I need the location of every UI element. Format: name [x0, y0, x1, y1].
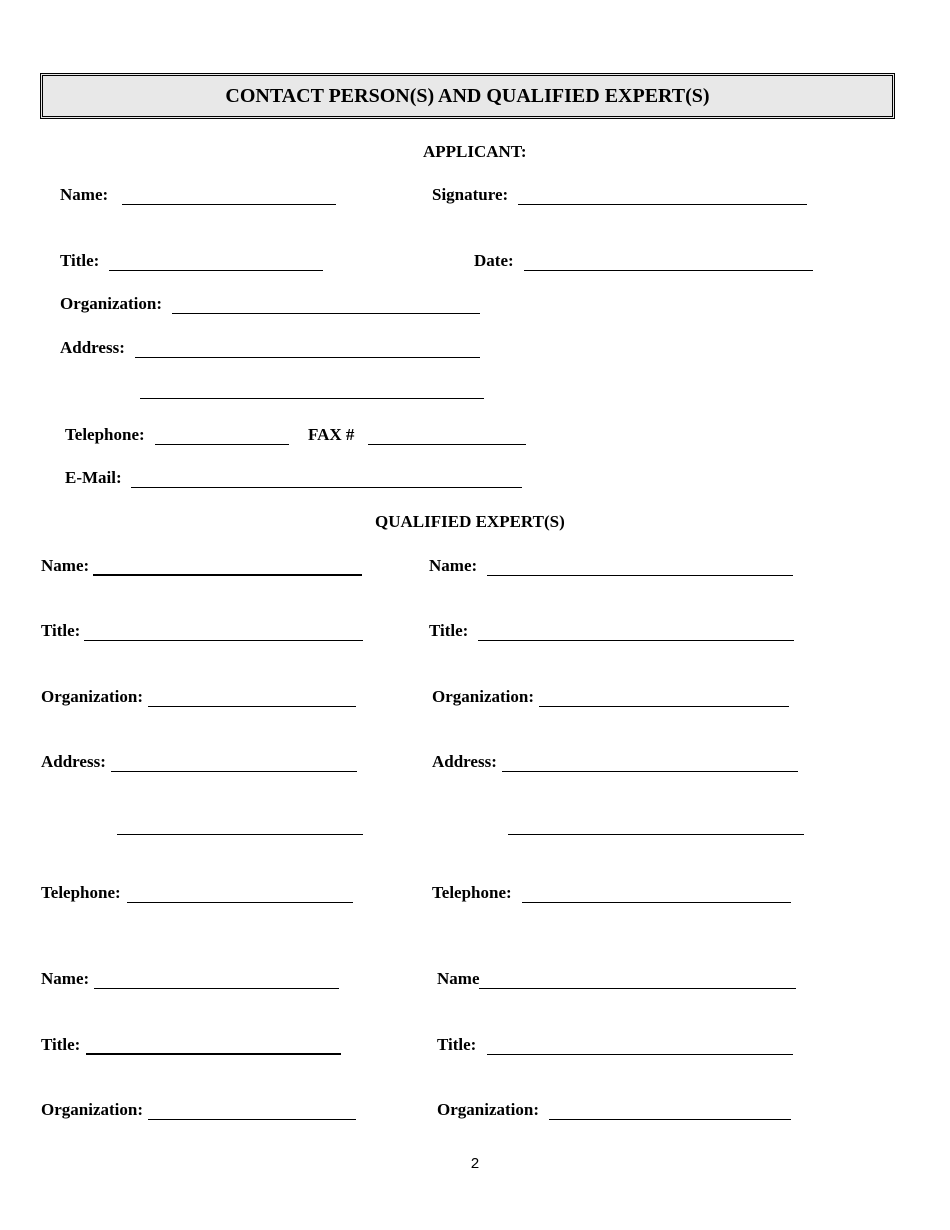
expert3-title-label: Title: [41, 1035, 81, 1054]
applicant-heading: APPLICANT: [423, 142, 527, 161]
expert4-organization-input[interactable] [549, 1101, 791, 1120]
expert1-title-input[interactable] [84, 622, 363, 641]
applicant-title-field [60, 251, 323, 271]
expert4-organization-field [437, 1100, 791, 1120]
applicant-organization-field [60, 294, 480, 314]
expert1-name-field [41, 556, 362, 576]
form-title: CONTACT PERSON(S) AND QUALIFIED EXPERT(S) [225, 84, 710, 107]
applicant-telephone-label: Telephone: [65, 425, 145, 444]
page-number: 2 [470, 1156, 480, 1173]
applicant-date-field [474, 251, 813, 271]
expert1-telephone-label: Telephone: [41, 883, 121, 902]
expert1-telephone-input[interactable] [127, 884, 353, 903]
expert1-name-input[interactable] [93, 556, 362, 576]
expert4-title-label: Title: [437, 1035, 477, 1054]
applicant-email-field [65, 468, 522, 488]
expert2-name-field [429, 556, 793, 576]
expert1-title-field [41, 621, 363, 641]
expert1-address-line2-input[interactable] [117, 833, 363, 835]
expert3-organization-field [41, 1100, 356, 1120]
applicant-fax-field [308, 425, 526, 445]
expert3-name-input[interactable] [94, 970, 339, 989]
expert2-address-label: Address: [432, 752, 497, 771]
expert2-organization-field [432, 687, 789, 707]
expert3-title-field [41, 1035, 341, 1055]
expert3-name-label: Name: [41, 969, 90, 988]
expert2-name-input[interactable] [487, 557, 793, 576]
applicant-address-field [60, 338, 480, 358]
form-header [40, 73, 895, 119]
expert1-title-label: Title: [41, 621, 81, 640]
applicant-email-input[interactable] [131, 469, 522, 488]
expert1-address-label: Address: [41, 752, 106, 771]
expert2-organization-input[interactable] [539, 688, 789, 707]
expert4-name-input[interactable] [479, 970, 796, 989]
applicant-date-label: Date: [474, 251, 514, 270]
applicant-signature-input[interactable] [518, 186, 807, 205]
applicant-title-label: Title: [60, 251, 100, 270]
applicant-date-input[interactable] [524, 252, 813, 271]
expert1-organization-field [41, 687, 356, 707]
applicant-address-line2-input[interactable] [140, 397, 484, 399]
expert1-telephone-field [41, 883, 353, 903]
expert2-organization-label: Organization: [432, 687, 534, 706]
expert4-title-field [437, 1035, 793, 1055]
expert2-title-input[interactable] [478, 622, 794, 641]
expert2-name-label: Name: [429, 556, 478, 575]
expert1-organization-label: Organization: [41, 687, 143, 706]
applicant-name-label: Name: [60, 185, 109, 204]
applicant-name-input[interactable] [122, 186, 336, 205]
expert2-telephone-input[interactable] [522, 884, 791, 903]
expert2-address-line2-input[interactable] [508, 833, 804, 835]
expert4-organization-label: Organization: [437, 1100, 539, 1119]
expert2-title-label: Title: [429, 621, 469, 640]
applicant-telephone-field [65, 425, 289, 445]
applicant-email-label: E-Mail: [65, 468, 122, 487]
expert2-telephone-label: Telephone: [432, 883, 512, 902]
expert1-address-field [41, 752, 357, 772]
expert4-title-input[interactable] [487, 1036, 793, 1055]
expert2-telephone-field [432, 883, 791, 903]
expert4-name-label: Name [437, 969, 480, 988]
expert2-address-input[interactable] [502, 753, 798, 772]
expert3-title-input[interactable] [86, 1035, 341, 1055]
applicant-title-input[interactable] [109, 252, 323, 271]
applicant-organization-input[interactable] [172, 295, 480, 314]
applicant-signature-field [432, 185, 807, 205]
applicant-fax-label: FAX # [308, 425, 355, 444]
expert1-name-label: Name: [41, 556, 90, 575]
expert2-address-field [432, 752, 798, 772]
applicant-address-input[interactable] [135, 339, 480, 358]
applicant-telephone-input[interactable] [155, 426, 289, 445]
applicant-address-label: Address: [60, 338, 125, 357]
expert3-name-field [41, 969, 339, 989]
expert4-name-field [437, 969, 796, 989]
expert3-organization-input[interactable] [148, 1101, 356, 1120]
expert2-title-field [429, 621, 794, 641]
applicant-signature-label: Signature: [432, 185, 509, 204]
applicant-name-field [60, 185, 336, 205]
applicant-fax-input[interactable] [368, 426, 526, 445]
applicant-organization-label: Organization: [60, 294, 162, 313]
expert3-organization-label: Organization: [41, 1100, 143, 1119]
expert1-address-input[interactable] [111, 753, 357, 772]
experts-heading: QUALIFIED EXPERT(S) [375, 512, 565, 531]
expert1-organization-input[interactable] [148, 688, 356, 707]
